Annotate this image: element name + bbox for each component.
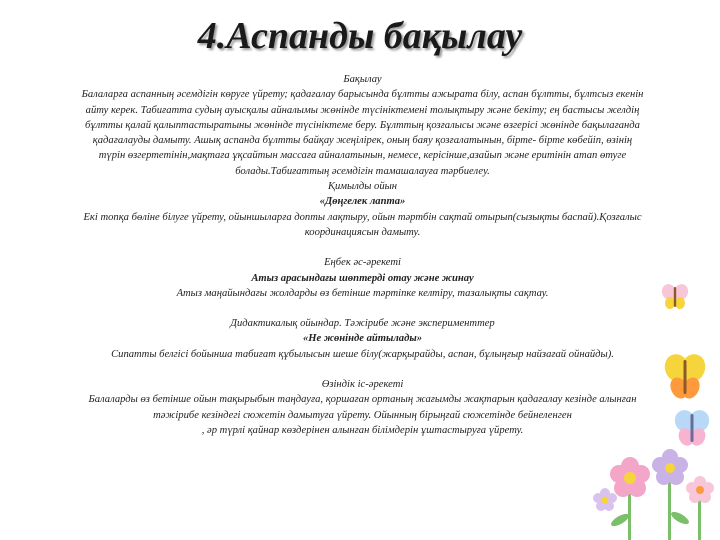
butterfly-yellow-icon [662,352,708,404]
didactic-title: «Не жөнінде айтылады» [303,333,422,345]
butterfly-pink-icon [660,282,690,312]
game-description: Екі топқа бөліне білуге үйрету, ойыншыларға допты лақтыру, ойын тәртбін сақтай отырып(сызықты баспай).Қозғалыс координациясын дамыту. [83,211,642,238]
game-title: «Дөңгелек лапта» [319,196,406,208]
independent-description-end: , әр түрлі қайнар көздерінен алынған білімдерін ұштастыруға үйрету. [201,424,524,436]
observation-text: Балаларға аспанның әсемдігін көруге үйрету; қадағалау барысында бұлтты ажырата білу, аспан бұлтты, бұлтсыз екенін айту керек. Табиғатта судың ауысқалы айналымы жөнінде түсініктемені толықтыру және бекіту; ең бастысы желдің бұлтты қалай қалыптастыратыны жөнінде түсініктеме беру. Бұлттың қозғалысы және өзгерісі жөнінде бақылағанда қадағалауды дамыту. Ашық аспанда бұлтты байқау жеңілірек, оның баяу қозғалатынын, бірте- бірте көбейіп, өзінің түрін өзгертетінін,мақтаға ұқсайтын массаға айналатынын, немесе, керісінше,азайып және еритінін атап өтуге болады.Табиғаттың әсемдігін тамашалауға тәрбиелеу. [81,89,644,177]
slide-body [80,72,645,438]
section-heading-labor: Еңбек әс-әрекеті [324,257,401,269]
slide-title: 4.Аспанды бақылау [197,15,523,57]
section-heading-independent: Өзіндік іс-әрекеті [321,379,404,391]
labor-description: Атыз маңайындағы жолдарды өз бетінше тәртіпке келтіру, тазалықты сақтау. [176,287,549,299]
didactic-description: Сипатты белгісі бойынша табиғат құбылысын шеше білу(жарқырайды, аспан, бұлыңғыр найзағай ойнайды). [111,348,614,360]
flowers-icon [590,440,720,540]
section-heading-active-game: Қимылды ойын [327,181,398,193]
section-heading-observation: Бақылау [343,74,382,85]
independent-description: Балаларды өз бетінше ойын тақырыбын таңдауға, қоршаған ортаның жағымды жақтарын қадағалау кезінде алынған тәжірибе кезіндегі сюжетін дамытуға үйрету. Ойынның бірыңғай сюжетінде бейнеленген [88,394,637,421]
section-heading-didactic: Дидактикалық ойындар. Тәжірибе және эксперименттер [230,318,495,330]
labor-title: Атыз арасындағы шөптерді отау және жинау [251,272,474,284]
